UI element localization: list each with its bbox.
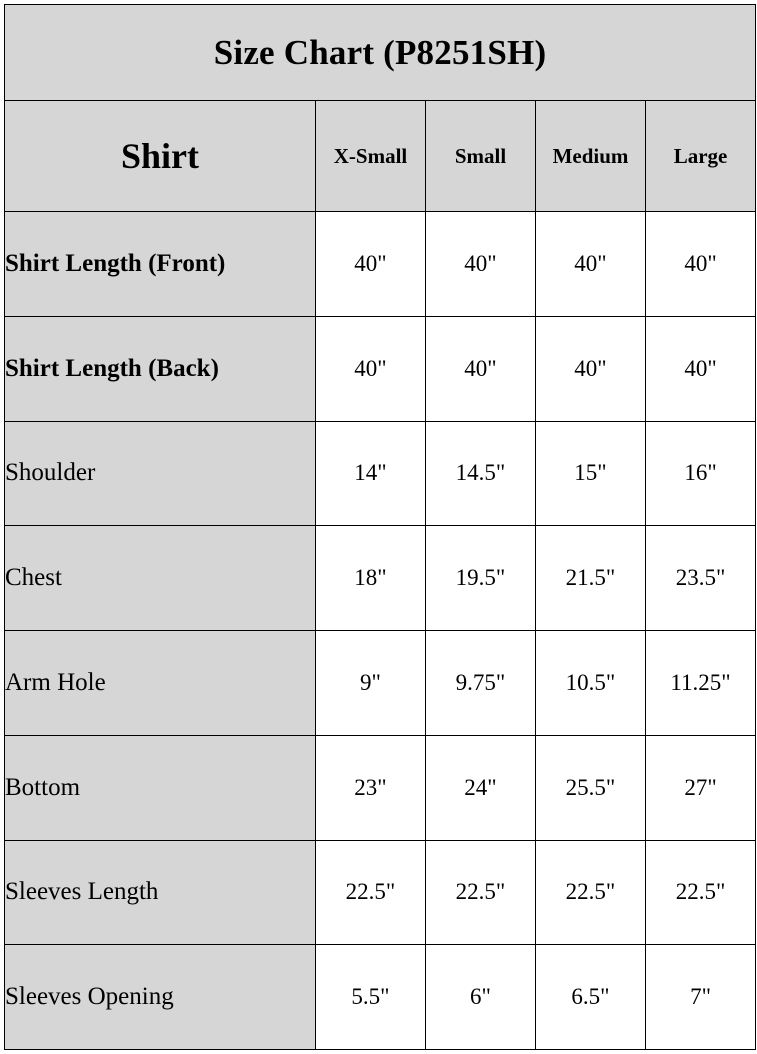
- measurement-value: 9.75": [426, 631, 536, 736]
- measurement-value: 24": [426, 735, 536, 840]
- measurement-value: 14": [316, 421, 426, 526]
- measurement-label: Shoulder: [5, 421, 316, 526]
- measurement-value: 7": [646, 945, 756, 1050]
- column-header-medium: Medium: [536, 101, 646, 212]
- measurement-value: 14.5": [426, 421, 536, 526]
- measurement-value: 40": [316, 212, 426, 317]
- size-chart-body: [5, 5, 756, 1050]
- measurement-value: 18": [316, 526, 426, 631]
- measurement-value: 22.5": [646, 840, 756, 945]
- measurement-value: 40": [316, 316, 426, 421]
- title-row: [5, 5, 756, 101]
- table-row: [5, 421, 756, 526]
- measurement-value: 23.5": [646, 526, 756, 631]
- table-row: [5, 840, 756, 945]
- size-chart-table: [4, 4, 756, 1050]
- measurement-value: 40": [426, 316, 536, 421]
- measurement-value: 40": [536, 316, 646, 421]
- measurement-value: 15": [536, 421, 646, 526]
- measurement-value: 11.25": [646, 631, 756, 736]
- measurement-value: 25.5": [536, 735, 646, 840]
- measurement-value: 27": [646, 735, 756, 840]
- page-title: Size Chart (P8251SH): [5, 5, 756, 101]
- measurement-value: 40": [536, 212, 646, 317]
- column-header-garment: Shirt: [5, 101, 316, 212]
- measurement-label: Sleeves Opening: [5, 945, 316, 1050]
- measurement-value: 23": [316, 735, 426, 840]
- measurement-label: Shirt Length (Front): [5, 212, 316, 317]
- column-header-small: Small: [426, 101, 536, 212]
- measurement-label: Chest: [5, 526, 316, 631]
- measurement-label: Arm Hole: [5, 631, 316, 736]
- measurement-value: 5.5": [316, 945, 426, 1050]
- measurement-value: 16": [646, 421, 756, 526]
- measurement-label: Bottom: [5, 735, 316, 840]
- table-row: [5, 945, 756, 1050]
- measurement-value: 6.5": [536, 945, 646, 1050]
- table-row: [5, 735, 756, 840]
- measurement-value: 6": [426, 945, 536, 1050]
- measurement-value: 9": [316, 631, 426, 736]
- measurement-value: 19.5": [426, 526, 536, 631]
- measurement-value: 22.5": [536, 840, 646, 945]
- measurement-value: 22.5": [316, 840, 426, 945]
- measurement-value: 40": [646, 212, 756, 317]
- table-row: [5, 526, 756, 631]
- measurement-label: Shirt Length (Back): [5, 316, 316, 421]
- measurement-value: 40": [646, 316, 756, 421]
- table-row: [5, 212, 756, 317]
- measurement-value: 22.5": [426, 840, 536, 945]
- column-header-large: Large: [646, 101, 756, 212]
- measurement-value: 21.5": [536, 526, 646, 631]
- measurement-value: 40": [426, 212, 536, 317]
- header-row: [5, 101, 756, 212]
- table-row: [5, 631, 756, 736]
- measurement-label: Sleeves Length: [5, 840, 316, 945]
- measurement-value: 10.5": [536, 631, 646, 736]
- table-row: [5, 316, 756, 421]
- column-header-x-small: X-Small: [316, 101, 426, 212]
